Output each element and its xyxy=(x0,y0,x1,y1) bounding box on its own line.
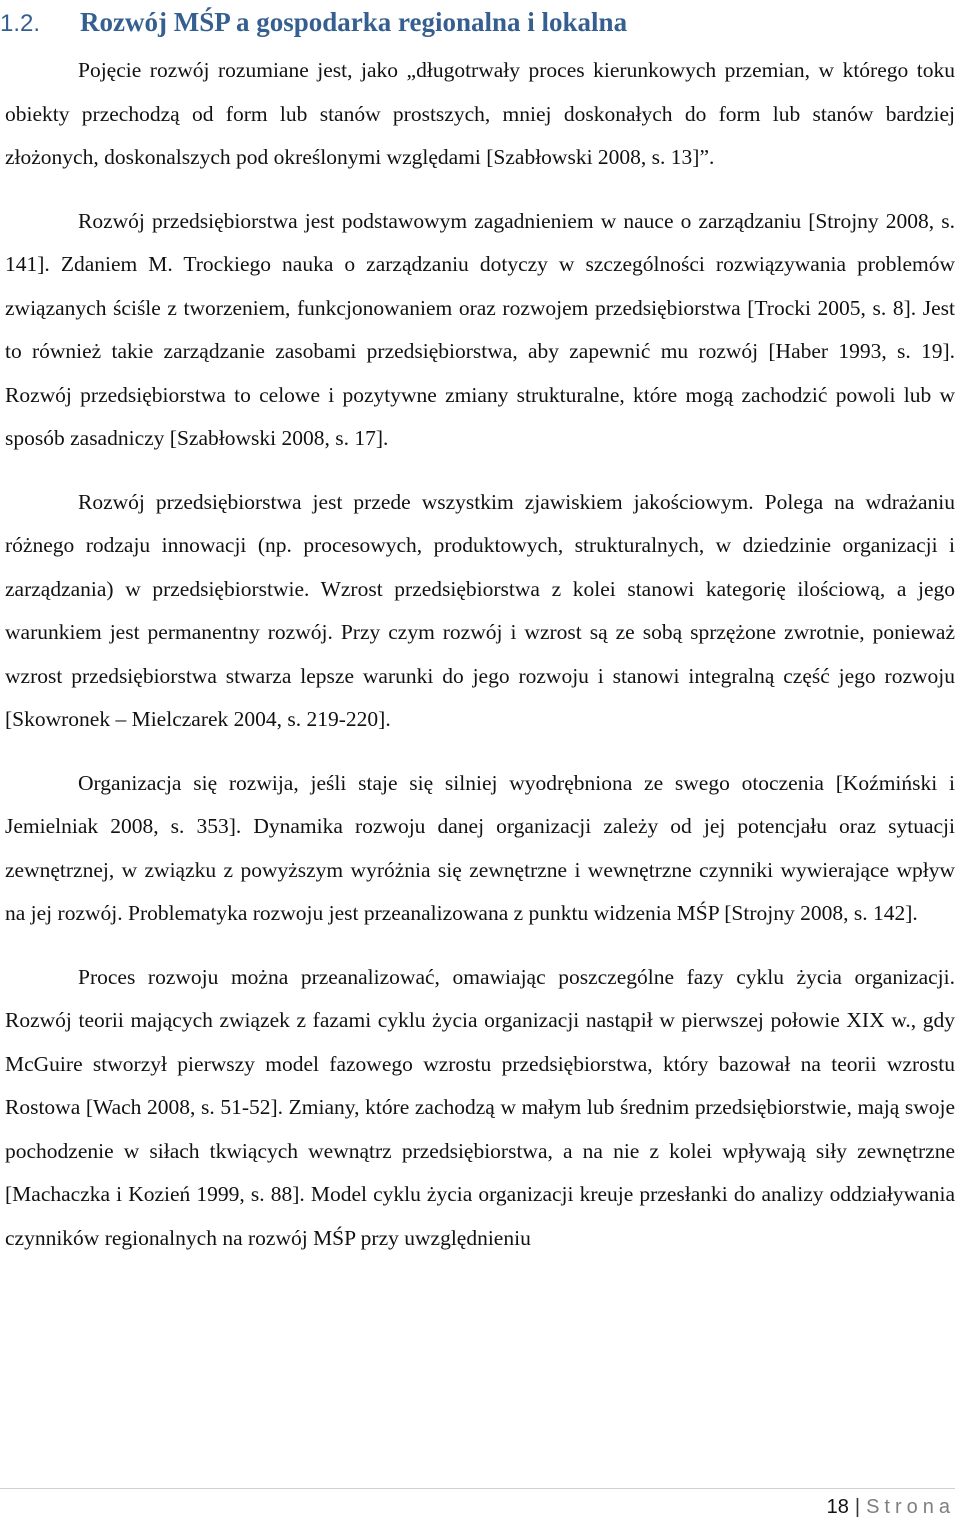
paragraph-4: Organizacja się rozwija, jeśli staje się silniej wyodrębniona ze swego otoczenia [Koźmiński i Jemielniak 2008, s. 353]. Dynamika rozwoju danej organizacji zależy od jej potencjału oraz sytuacji zewnętrznej, w związku z powyższym wyróżnia się zewnętrzne i wewnętrzne czynniki wywierające wpływ na jej rozwój. Problematyka rozwoju jest przeanalizowana z punktu widzenia MŚP [Strojny 2008, s. 142]. xyxy=(5,770,955,925)
page-label: Strona xyxy=(866,1496,955,1518)
body-text xyxy=(5,49,955,1260)
paragraph-1: Pojęcie rozwój rozumiane jest, jako „długotrwały proces kierunkowych przemian, w którego toku obiekty przechodzą od form lub stanów prostszych, mniej doskonałych do form lub stanów bardziej złożonych, doskonalszych pod określonymi względami [Szabłowski 2008, s. 13]”. xyxy=(5,58,955,169)
section-title: Rozwój MŚP a gospodarka regionalna i lokalna xyxy=(80,7,628,37)
paragraph-3: Rozwój przedsiębiorstwa jest przede wszystkim zjawiskiem jakościowym. Polega na wdrażaniu różnego rodzaju innowacji (np. procesowych, produktowych, strukturalnych, w dziedzinie organizacji i zarządzania) w przedsiębiorstwie. Wzrost przedsiębiorstwa z kolei stanowi kategorię ilościową, a jego warunkiem jest permanentny rozwój. Przy czym rozwój i wzrost są ze sobą sprzężone zwrotnie, ponieważ wzrost przedsiębiorstwa stwarza lepsze warunki do jego rozwoju i stanowi integralną część jego rozwoju [Skowronek – Mielczarek 2004, s. 219-220]. xyxy=(5,489,955,731)
paragraph-5: Proces rozwoju można przeanalizować, omawiając poszczególne fazy cyklu życia organizacji. Rozwój teorii mających związek z fazami cyklu życia organizacji nastąpił w pierwszej połowie XIX w., gdy McGuire stworzył pierwszy model fazowego wzrostu przedsiębiorstwa, który bazował na teorii wzrostu Rostowa [Wach 2008, s. 51-52]. Zmiany, które zachodzą w małym lub średnim przedsiębiorstwie, mają swoje pochodzenie w siłach tkwiących wewnątrz przedsiębiorstwa, a na nie z kolei wpływają siły zewnętrzne [Machaczka i Kozień 1999, s. 88]. Model cyklu życia organizacji kreuje przesłanki do analizy oddziaływania czynników regionalnych na rozwój MŚP przy uwzględnieniu xyxy=(5,964,955,1250)
paragraph-2: Rozwój przedsiębiorstwa jest podstawowym zagadnieniem w nauce o zarządzaniu [Strojny 2008, s. 141]. Zdaniem M. Trockiego nauka o zarządzaniu dotyczy w szczególności rozwiązywania problemów związanych ściśle z tworzeniem, funkcjonowaniem oraz rozwojem przedsiębiorstwa [Trocki 2005, s. 8]. Jest to również takie zarządzanie zasobami przedsiębiorstwa, aby zapewnić mu rozwój [Haber 1993, s. 19]. Rozwój przedsiębiorstwa to celowe i pozytywne zmiany strukturalne, które mogą zachodzić powoli lub w sposób zasadniczy [Szabłowski 2008, s. 17]. xyxy=(5,208,955,450)
page-number: 18 xyxy=(826,1496,849,1518)
section-number: 1.2. xyxy=(0,10,41,37)
footer-separator: | xyxy=(854,1496,861,1518)
section-heading xyxy=(0,2,955,42)
page-footer xyxy=(0,1488,955,1525)
